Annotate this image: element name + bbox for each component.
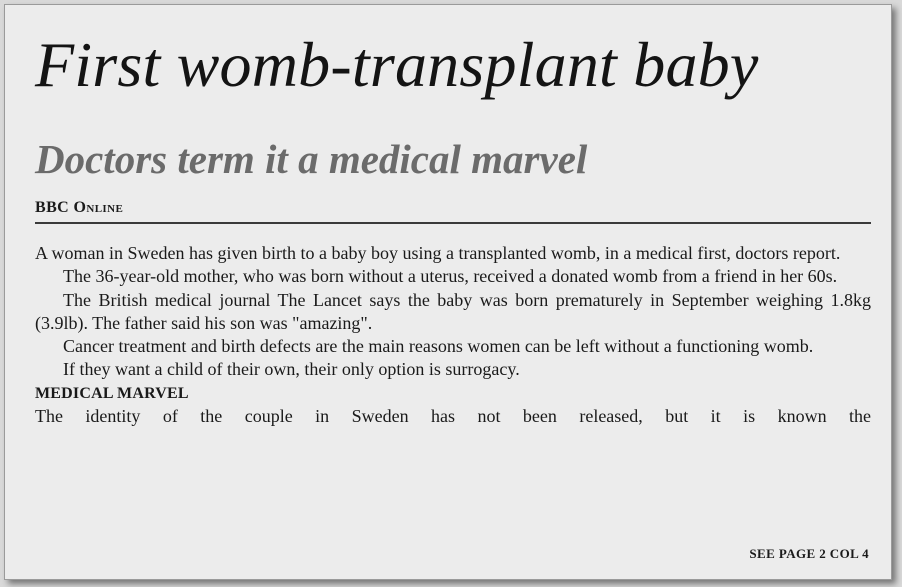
headline: First womb-transplant baby (35, 29, 759, 100)
article-clipping (4, 4, 892, 580)
paragraph-5: If they want a child of their own, their only option is surrogacy. (63, 359, 520, 380)
paragraph-4: Cancer treatment and birth defects are the main reasons women can be left without a functioning womb. (63, 336, 814, 357)
article-body (35, 242, 871, 428)
continuation-note[interactable]: SEE PAGE 2 COL 4 (749, 546, 869, 561)
section-heading: MEDICAL MARVEL (35, 384, 189, 402)
paragraph-3: The British medical journal The Lancet says the baby was born prematurely in September weighing 1.8kg (3.9lb). The father said his son was "amazing". (35, 289, 871, 333)
paragraph-2: The 36-year-old mother, who was born without a uterus, received a donated womb from a friend in her 60s. (63, 266, 838, 287)
subheadline: Doctors term it a medical marvel (35, 136, 588, 182)
divider-rule (35, 222, 871, 224)
paragraph-1: A woman in Sweden has given birth to a baby boy using a transplanted womb, in a medical first, doctors report. (35, 243, 841, 263)
byline-source: BBC Online (35, 199, 124, 216)
section-paragraph: The identity of the couple in Sweden has not been released, but it is known the (35, 406, 871, 427)
